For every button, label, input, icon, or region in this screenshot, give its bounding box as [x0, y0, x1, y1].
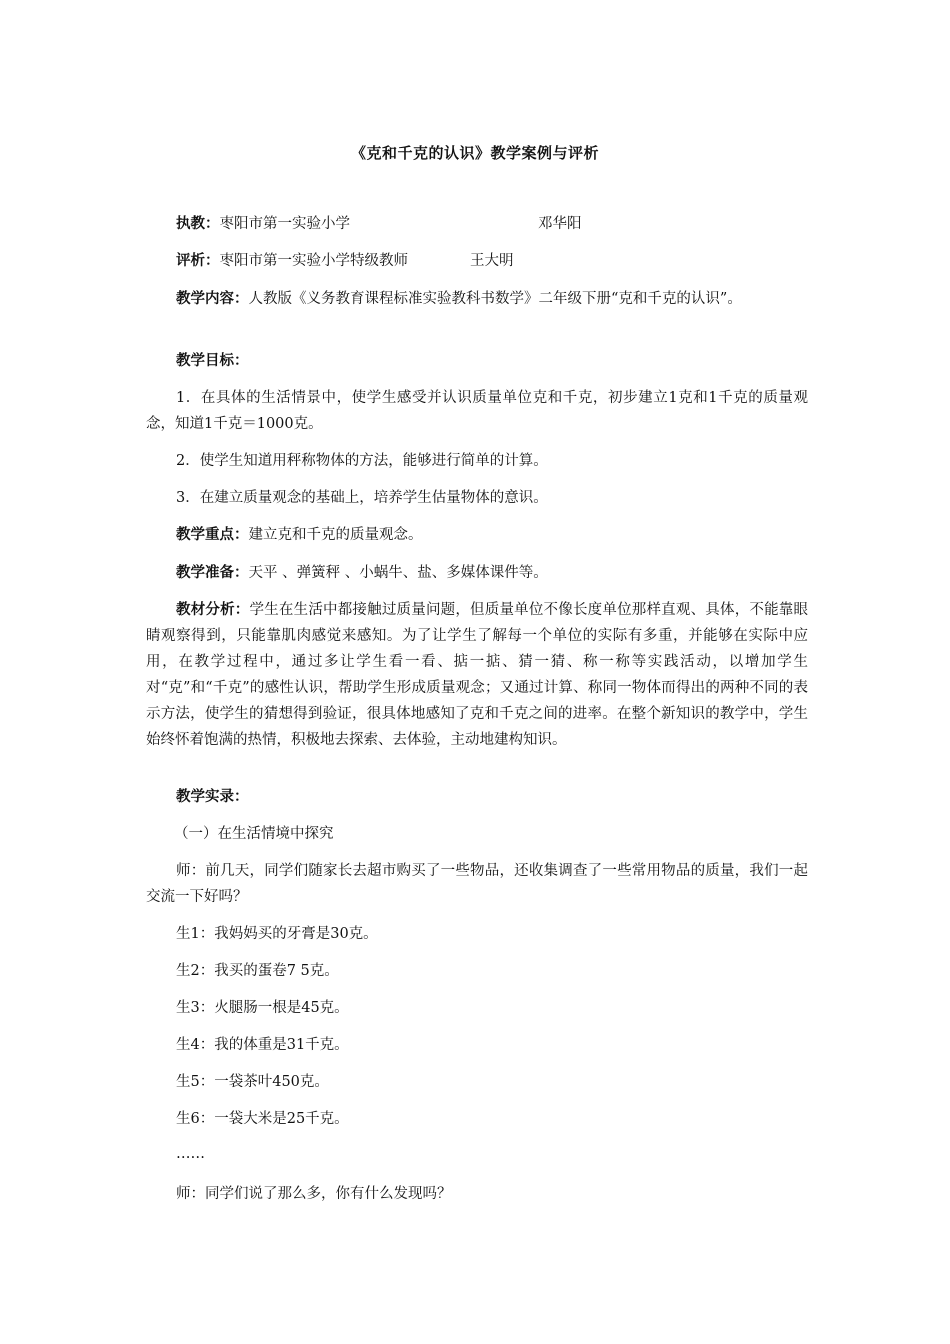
reviewer-text: 枣阳市第一实验小学特级教师: [219, 253, 408, 269]
ellipsis: ……: [176, 1146, 205, 1162]
instructor-school: 枣阳市第一实验小学: [219, 216, 350, 232]
focus-line: [146, 522, 808, 548]
teacher-line-1: 师：前几天，同学们随家长去超市购买了一些物品，还收集调查了一些常用物品的质量，我们一起交流一下好吗？: [146, 863, 808, 905]
student-line-6: 生6：一袋大米是25千克。: [176, 1111, 349, 1127]
goal-item-2: 2．使学生知道用秤称物体的方法，能够进行简单的计算。: [176, 453, 548, 469]
goal-item-1: 1．在具体的生活情景中，使学生感受并认识质量单位克和千克，初步建立1克和1千克的质量观念，知道1千克＝1000克。: [146, 390, 808, 432]
analysis-text: 学生在生活中都接触过质量问题，但质量单位不像长度单位那样直观、具体，不能靠眼睛观察得到，只能靠肌肉感觉来感知。为了让学生了解每一个单位的实际有多重，并能够在实际中应用，在教学过程中，通过多让学生看一看、掂一掂、猜一猜、称一称等实践活动，以增加学生对“克”和“千克”的感性认识，帮助学生形成质量观念；又通过计算、称同一物体而得出的两种不同的表示方法，使学生的猜想得到验证，很具体地感知了克和千克之间的进率。在整个新知识的教学中，学生始终怀着饱满的热情，积极地去探索、去体验，主动地建构知识。: [146, 602, 809, 748]
content-label: 教学内容：: [176, 290, 249, 307]
prep-label: 教学准备：: [176, 564, 249, 581]
analysis-label: 教材分析：: [176, 601, 250, 618]
student-line-2: 生2：我买的蛋卷7 5克。: [176, 963, 339, 979]
prep-text: 天平 、弹簧秤 、小蜗牛、盐、多媒体课件等。: [248, 565, 548, 581]
analysis-paragraph: [146, 597, 808, 753]
content-paragraph: [146, 286, 808, 312]
record-section-1: （一）在生活情境中探究: [174, 826, 334, 842]
focus-label: 教学重点：: [176, 526, 249, 543]
reviewer-name: 王大明: [470, 253, 514, 269]
student-line-3: 生3：火腿肠一根是45克。: [176, 1000, 349, 1016]
instructor-line: [146, 211, 808, 237]
instructor-name: 邓华阳: [538, 216, 582, 232]
record-heading: 教学实录：: [176, 788, 249, 805]
content-text: 人教版《义务教育课程标准实验教科书数学》二年级下册“克和千克的认识”。: [248, 291, 742, 307]
instructor-label: 执教：: [176, 215, 220, 232]
student-line-4: 生4：我的体重是31千克。: [176, 1037, 349, 1053]
goals-heading: 教学目标：: [176, 352, 249, 369]
student-line-1: 生1：我妈妈买的牙膏是30克。: [176, 926, 378, 942]
document-title: 《克和千克的认识》教学案例与评析: [350, 144, 599, 162]
focus-text: 建立克和千克的质量观念。: [248, 527, 423, 543]
prep-line: [146, 560, 808, 586]
reviewer-label: 评析：: [176, 252, 220, 269]
student-line-5: 生5：一袋茶叶450克。: [176, 1074, 329, 1090]
goal-item-3: 3．在建立质量观念的基础上，培养学生估量物体的意识。: [176, 490, 548, 506]
teacher-line-2: 师：同学们说了那么多，你有什么发现吗？: [176, 1186, 452, 1202]
